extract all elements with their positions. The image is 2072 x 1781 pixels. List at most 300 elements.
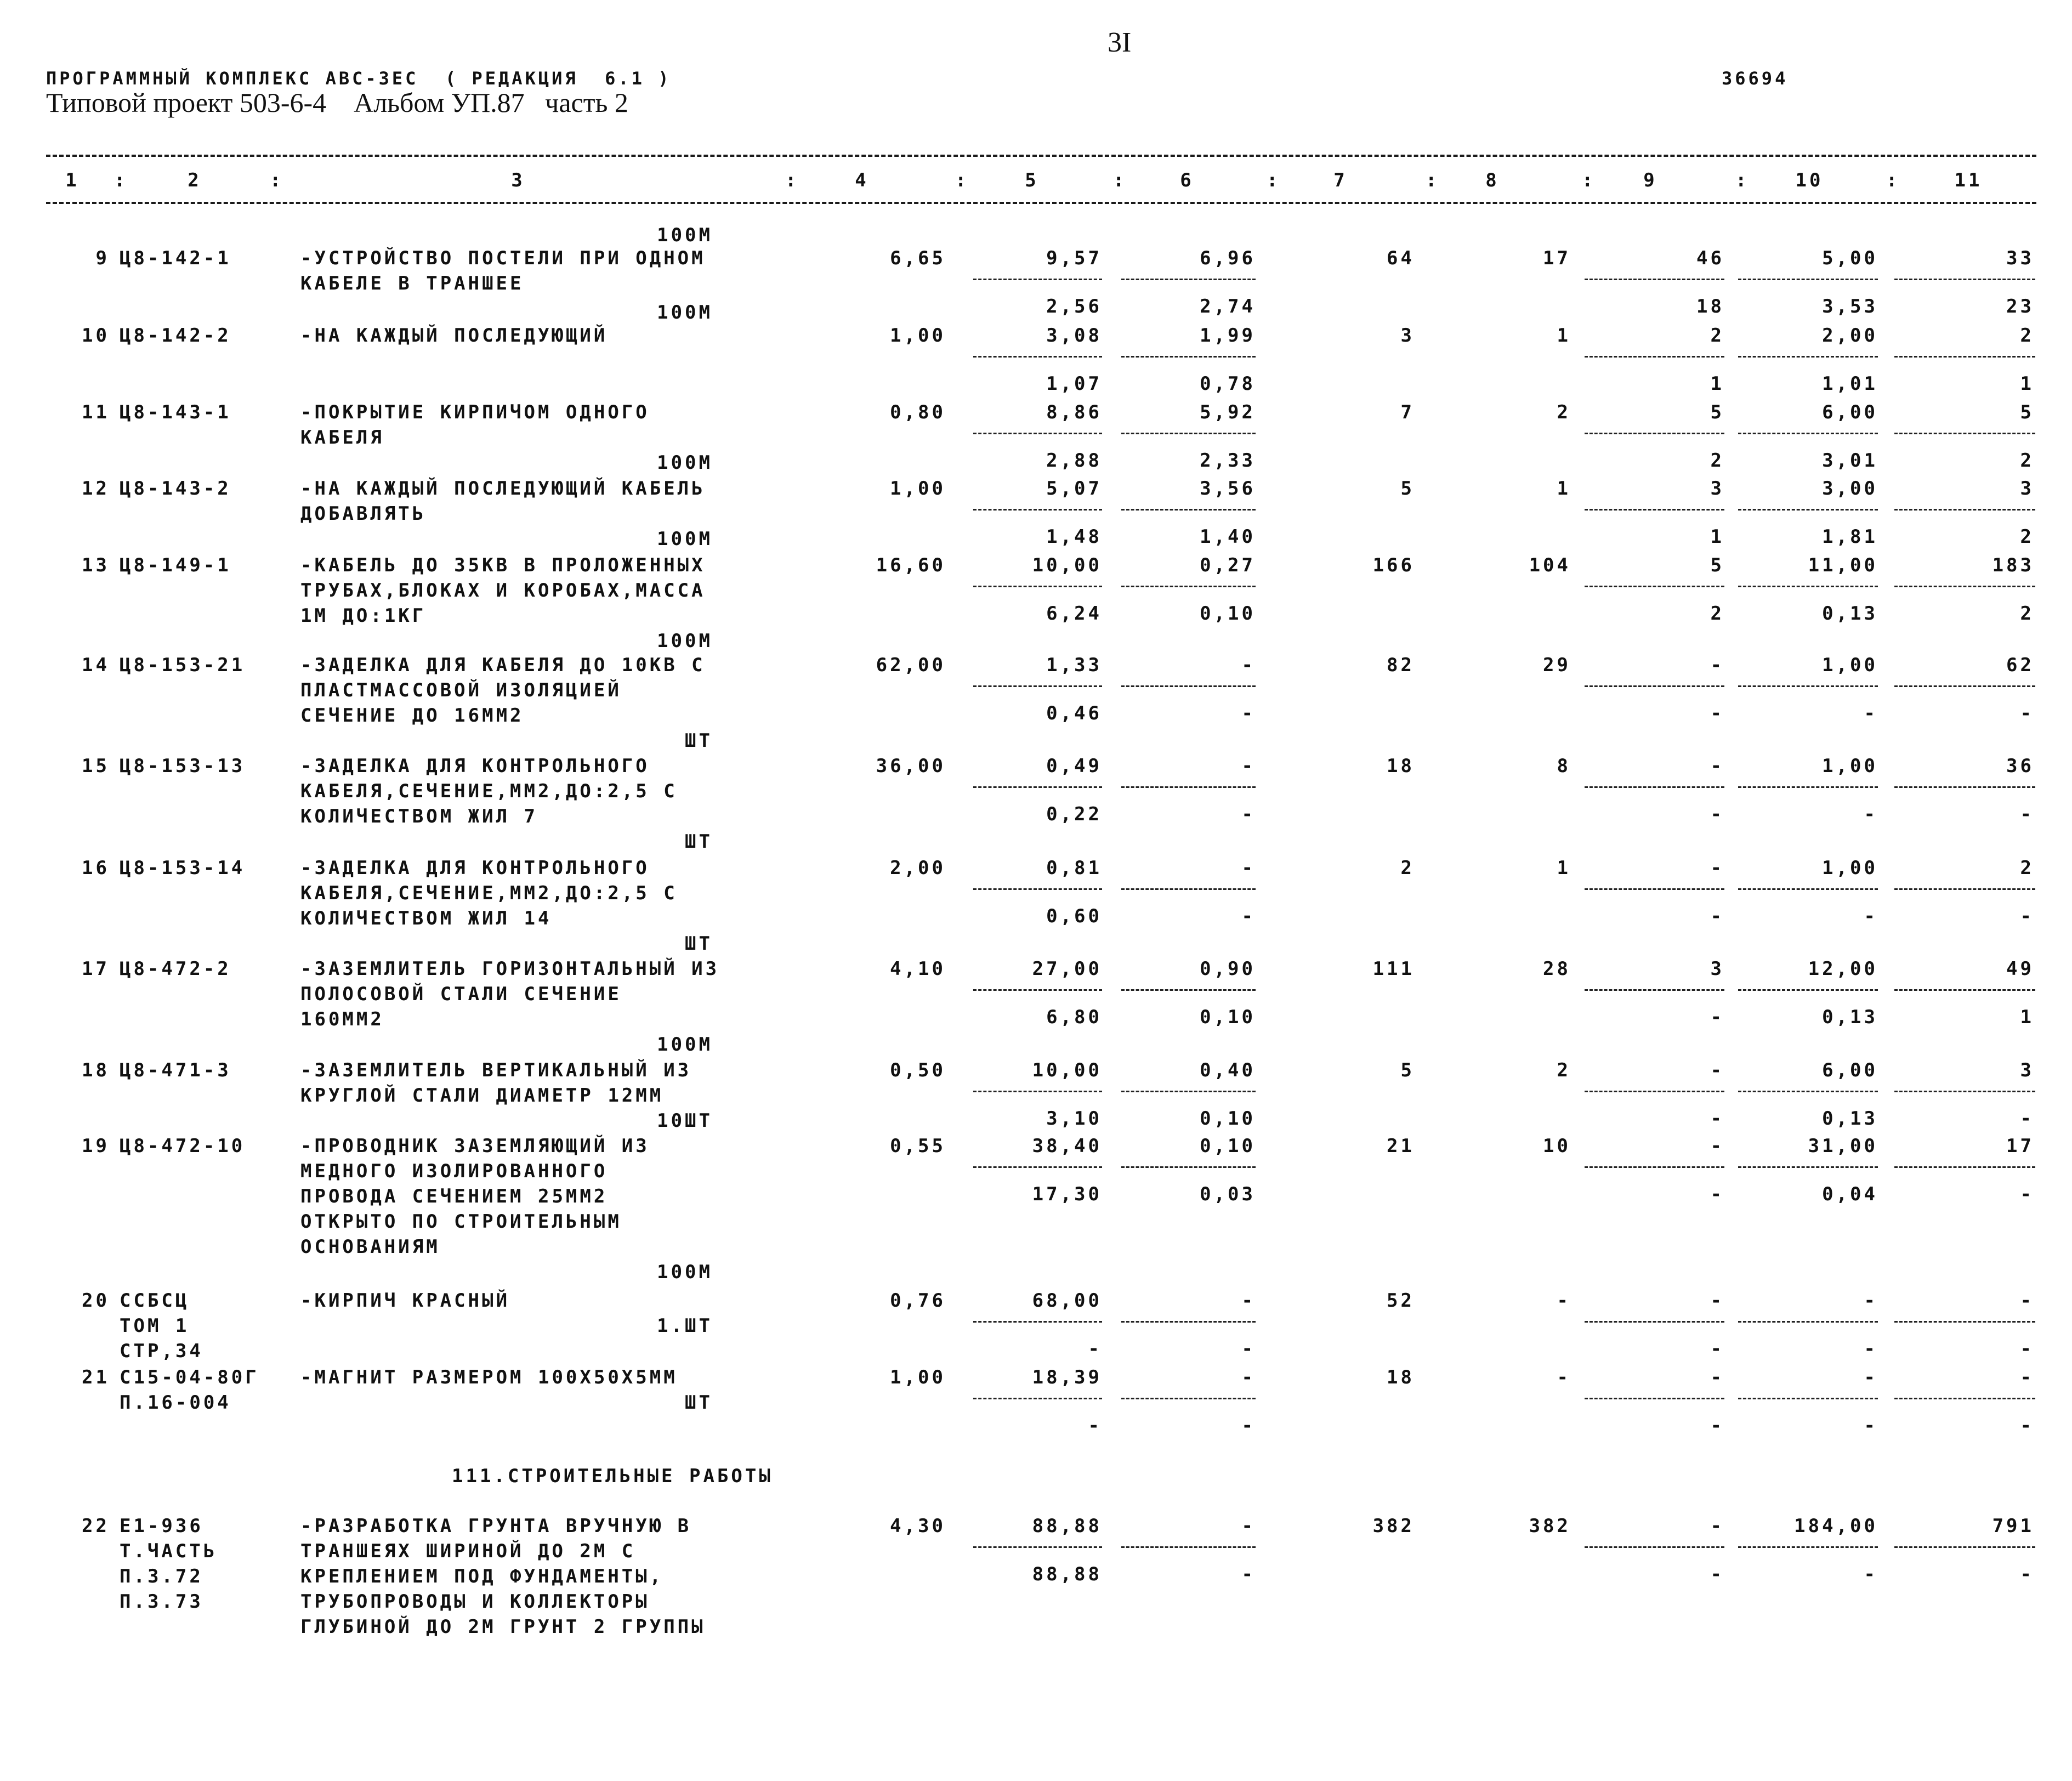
subvalue-col-9: - bbox=[1710, 1183, 1724, 1205]
row-description: ПОЛОСОВОЙ СТАЛИ СЕЧЕНИЕ bbox=[300, 983, 622, 1005]
cell-rule bbox=[1894, 1398, 2035, 1399]
subvalue-col-6: - bbox=[1241, 905, 1256, 927]
subvalue-col-6: - bbox=[1241, 1563, 1256, 1585]
row-unit: 100М bbox=[657, 302, 713, 324]
value-col-10: 6,00 bbox=[1822, 1059, 1878, 1081]
column-separator: : bbox=[270, 169, 284, 191]
column-separator: : bbox=[955, 169, 969, 191]
subvalue-col-5: 88,88 bbox=[1032, 1563, 1102, 1585]
value-col-5: 68,00 bbox=[1032, 1290, 1102, 1312]
cell-rule bbox=[1585, 279, 1724, 280]
row-number: 22 bbox=[82, 1515, 110, 1537]
row-number: 15 bbox=[82, 755, 110, 777]
row-code: Ц8-142-2 bbox=[120, 325, 231, 347]
subvalue-col-9: - bbox=[1710, 1563, 1724, 1585]
row-code: С15-04-80Г bbox=[120, 1366, 259, 1388]
value-col-8: - bbox=[1557, 1290, 1571, 1312]
row-unit: 10ШТ bbox=[657, 1110, 713, 1132]
project-line: Типовой проект 503-6-4 Альбом УП.87 часть 2 bbox=[46, 87, 628, 118]
row-number: 18 bbox=[82, 1059, 110, 1081]
subvalue-col-6: 0,10 bbox=[1200, 1108, 1256, 1130]
value-col-11: 5 bbox=[2020, 401, 2034, 423]
value-col-10: 31,00 bbox=[1808, 1135, 1878, 1157]
value-col-6: - bbox=[1241, 857, 1256, 879]
column-header-6: 6 bbox=[1180, 169, 1194, 191]
cell-rule bbox=[1585, 509, 1724, 511]
row-code: Ц8-153-21 bbox=[120, 654, 246, 676]
row-description: -ЗАДЕЛКА ДЛЯ КОНТРОЛЬНОГО bbox=[300, 857, 650, 879]
value-col-7: 2 bbox=[1400, 857, 1415, 879]
cell-rule bbox=[1894, 586, 2035, 587]
row-unit: ШТ bbox=[685, 1392, 713, 1414]
value-col-7: 21 bbox=[1387, 1135, 1415, 1157]
row-description: КАБЕЛЕ В ТРАНШЕЕ bbox=[300, 273, 524, 294]
cell-rule bbox=[973, 1398, 1102, 1399]
value-col-5: 1,33 bbox=[1046, 654, 1102, 676]
column-separator: : bbox=[1886, 169, 1900, 191]
subvalue-col-10: 3,53 bbox=[1822, 296, 1878, 317]
value-col-10: 184,00 bbox=[1794, 1515, 1878, 1537]
row-unit: 100М bbox=[657, 630, 713, 652]
cell-rule bbox=[973, 586, 1102, 587]
cell-rule bbox=[973, 685, 1102, 687]
cell-rule bbox=[1121, 888, 1256, 890]
header-rule-bottom bbox=[46, 202, 2036, 204]
column-header-8: 8 bbox=[1485, 169, 1500, 191]
value-col-7: 64 bbox=[1387, 247, 1415, 269]
row-description: КОЛИЧЕСТВОМ ЖИЛ 14 bbox=[300, 907, 552, 929]
value-col-10: 1,00 bbox=[1822, 755, 1878, 777]
value-col-5: 18,39 bbox=[1032, 1366, 1102, 1388]
subvalue-col-6: 0,78 bbox=[1200, 373, 1256, 395]
subvalue-col-6: 1,40 bbox=[1200, 526, 1256, 548]
value-col-7: 82 bbox=[1387, 654, 1415, 676]
value-col-9: - bbox=[1710, 1366, 1724, 1388]
cell-rule bbox=[1121, 989, 1256, 991]
cell-rule bbox=[1738, 356, 1878, 358]
row-code: П.16-004 bbox=[120, 1392, 231, 1414]
subvalue-col-10: 1,81 bbox=[1822, 526, 1878, 548]
subvalue-col-11: - bbox=[2020, 1108, 2034, 1130]
row-description: КРЕПЛЕНИЕМ ПОД ФУНДАМЕНТЫ, bbox=[300, 1566, 664, 1587]
subvalue-col-11: - bbox=[2020, 1563, 2034, 1585]
cell-rule bbox=[1585, 989, 1724, 991]
row-description: -РАЗРАБОТКА ГРУНТА ВРУЧНУЮ В bbox=[300, 1515, 692, 1537]
cell-rule bbox=[1121, 685, 1256, 687]
value-col-6: 0,27 bbox=[1200, 554, 1256, 576]
row-description: -УСТРОЙСТВО ПОСТЕЛИ ПРИ ОДНОМ bbox=[300, 247, 706, 269]
value-col-11: 3 bbox=[2020, 478, 2034, 500]
value-col-5: 38,40 bbox=[1032, 1135, 1102, 1157]
cell-rule bbox=[1121, 1398, 1256, 1399]
value-col-11: - bbox=[2020, 1290, 2034, 1312]
value-col-8: 382 bbox=[1529, 1515, 1571, 1537]
cell-rule bbox=[1121, 786, 1256, 788]
value-col-10: 12,00 bbox=[1808, 958, 1878, 980]
value-col-9: 5 bbox=[1710, 554, 1724, 576]
cell-rule bbox=[973, 786, 1102, 788]
column-header-2: 2 bbox=[188, 169, 202, 191]
subvalue-col-5: 3,10 bbox=[1046, 1108, 1102, 1130]
subvalue-col-6: - bbox=[1241, 1415, 1256, 1437]
subvalue-col-5: 0,46 bbox=[1046, 702, 1102, 724]
row-code: Ц8-143-1 bbox=[120, 401, 231, 423]
row-unit: 100М bbox=[657, 1261, 713, 1283]
row-description: 160ММ2 bbox=[300, 1008, 384, 1030]
row-code: П.3.73 bbox=[120, 1591, 203, 1613]
row-code: Ц8-472-2 bbox=[120, 958, 231, 980]
subvalue-col-6: 0,03 bbox=[1200, 1183, 1256, 1205]
row-description: -МАГНИТ РАЗМЕРОМ 100Х50Х5ММ bbox=[300, 1366, 678, 1388]
cell-rule bbox=[1738, 888, 1878, 890]
subvalue-col-5: 1,07 bbox=[1046, 373, 1102, 395]
value-col-11: 33 bbox=[2006, 247, 2034, 269]
value-col-6: 0,90 bbox=[1200, 958, 1256, 980]
value-col-4: 6,65 bbox=[890, 247, 946, 269]
value-col-9: - bbox=[1710, 654, 1724, 676]
value-col-7: 3 bbox=[1400, 325, 1415, 347]
value-col-5: 9,57 bbox=[1046, 247, 1102, 269]
row-number: 10 bbox=[82, 325, 110, 347]
cell-rule bbox=[1894, 433, 2035, 434]
row-description: ТРАНШЕЯХ ШИРИНОЙ ДО 2М С bbox=[300, 1540, 636, 1562]
row-number: 9 bbox=[95, 247, 110, 269]
column-separator: : bbox=[1267, 169, 1281, 191]
row-description: -ЗАДЕЛКА ДЛЯ КОНТРОЛЬНОГО bbox=[300, 755, 650, 777]
value-col-8: 29 bbox=[1543, 654, 1571, 676]
row-unit: 1.ШТ bbox=[657, 1315, 713, 1337]
value-col-4: 16,60 bbox=[876, 554, 946, 576]
row-description: ПРОВОДА СЕЧЕНИЕМ 25ММ2 bbox=[300, 1186, 608, 1207]
row-unit: 100М bbox=[657, 452, 713, 474]
value-col-6: - bbox=[1241, 755, 1256, 777]
row-description: -ЗАДЕЛКА ДЛЯ КАБЕЛЯ ДО 10КВ С bbox=[300, 654, 706, 676]
value-col-10: 3,00 bbox=[1822, 478, 1878, 500]
row-number: 21 bbox=[82, 1366, 110, 1388]
value-col-8: 10 bbox=[1543, 1135, 1571, 1157]
cell-rule bbox=[1894, 1091, 2035, 1092]
row-description: МЕДНОГО ИЗОЛИРОВАННОГО bbox=[300, 1160, 608, 1182]
column-header-10: 10 bbox=[1795, 169, 1824, 191]
subvalue-col-10: 3,01 bbox=[1822, 450, 1878, 472]
row-description: ОТКРЫТО ПО СТРОИТЕЛЬНЫМ bbox=[300, 1211, 622, 1233]
subvalue-col-10: - bbox=[1864, 803, 1878, 825]
subvalue-col-11: - bbox=[2020, 905, 2034, 927]
subvalue-col-9: 2 bbox=[1710, 450, 1724, 472]
value-col-8: 104 bbox=[1529, 554, 1571, 576]
column-header-11: 11 bbox=[1954, 169, 1983, 191]
cell-rule bbox=[1121, 433, 1256, 434]
subvalue-col-10: - bbox=[1864, 1415, 1878, 1437]
row-unit: 100М bbox=[657, 224, 713, 246]
cell-rule bbox=[1585, 1398, 1724, 1399]
value-col-11: 791 bbox=[1992, 1515, 2034, 1537]
column-separator: : bbox=[1582, 169, 1596, 191]
subvalue-col-11: 2 bbox=[2020, 526, 2034, 548]
subvalue-col-11: - bbox=[2020, 1415, 2034, 1437]
cell-rule bbox=[973, 1091, 1102, 1092]
subvalue-col-5: 6,24 bbox=[1046, 603, 1102, 625]
subvalue-col-5: 0,60 bbox=[1046, 905, 1102, 927]
row-description: -ЗАЗЕМЛИТЕЛЬ ВЕРТИКАЛЬНЫЙ ИЗ bbox=[300, 1059, 692, 1081]
subvalue-col-6: - bbox=[1241, 1338, 1256, 1360]
value-col-10: - bbox=[1864, 1290, 1878, 1312]
value-col-11: 17 bbox=[2006, 1135, 2034, 1157]
value-col-9: - bbox=[1710, 755, 1724, 777]
row-description: -ЗАЗЕМЛИТЕЛЬ ГОРИЗОНТАЛЬНЫЙ ИЗ bbox=[300, 958, 720, 980]
subvalue-col-6: 2,74 bbox=[1200, 296, 1256, 317]
row-description: -НА КАЖДЫЙ ПОСЛЕДУЮЩИЙ bbox=[300, 325, 608, 347]
value-col-10: 6,00 bbox=[1822, 401, 1878, 423]
cell-rule bbox=[1894, 989, 2035, 991]
subvalue-col-11: - bbox=[2020, 1183, 2034, 1205]
subvalue-col-11: - bbox=[2020, 1338, 2034, 1360]
value-col-11: 62 bbox=[2006, 654, 2034, 676]
subvalue-col-9: 2 bbox=[1710, 603, 1724, 625]
cell-rule bbox=[973, 1166, 1102, 1168]
value-col-7: 166 bbox=[1372, 554, 1415, 576]
cell-rule bbox=[973, 888, 1102, 890]
row-description: КОЛИЧЕСТВОМ ЖИЛ 7 bbox=[300, 806, 538, 827]
cell-rule bbox=[1585, 685, 1724, 687]
value-col-6: 5,92 bbox=[1200, 401, 1256, 423]
value-col-6: - bbox=[1241, 1515, 1256, 1537]
subvalue-col-6: 2,33 bbox=[1200, 450, 1256, 472]
subvalue-col-5: 0,22 bbox=[1046, 803, 1102, 825]
cell-rule bbox=[1894, 509, 2035, 511]
value-col-9: 46 bbox=[1696, 247, 1724, 269]
row-code: Т.ЧАСТЬ bbox=[120, 1540, 218, 1562]
cell-rule bbox=[1894, 1166, 2035, 1168]
cell-rule bbox=[973, 1546, 1102, 1548]
row-description: -ПРОВОДНИК ЗАЗЕМЛЯЮЩИЙ ИЗ bbox=[300, 1135, 650, 1157]
cell-rule bbox=[1738, 1398, 1878, 1399]
row-description: ДОБАВЛЯТЬ bbox=[300, 503, 427, 525]
cell-rule bbox=[1121, 509, 1256, 511]
value-col-4: 2,00 bbox=[890, 857, 946, 879]
subvalue-col-6: - bbox=[1241, 803, 1256, 825]
subvalue-col-10: - bbox=[1864, 905, 1878, 927]
cell-rule bbox=[1121, 1546, 1256, 1548]
cell-rule bbox=[1738, 1321, 1878, 1323]
cell-rule bbox=[1585, 433, 1724, 434]
row-description: ОСНОВАНИЯМ bbox=[300, 1236, 440, 1258]
subvalue-col-5: - bbox=[1088, 1415, 1102, 1437]
value-col-8: 1 bbox=[1557, 325, 1571, 347]
subvalue-col-10: - bbox=[1864, 1563, 1878, 1585]
row-description: КРУГЛОЙ СТАЛИ ДИАМЕТР 12ММ bbox=[300, 1085, 664, 1107]
value-col-4: 4,10 bbox=[890, 958, 946, 980]
page-number: 3I bbox=[1108, 27, 1132, 58]
row-description: СЕЧЕНИЕ ДО 16ММ2 bbox=[300, 705, 524, 727]
value-col-8: 8 bbox=[1557, 755, 1571, 777]
cell-rule bbox=[973, 356, 1102, 358]
value-col-6: - bbox=[1241, 654, 1256, 676]
value-col-9: - bbox=[1710, 857, 1724, 879]
value-col-4: 0,50 bbox=[890, 1059, 946, 1081]
column-separator: : bbox=[785, 169, 799, 191]
value-col-6: - bbox=[1241, 1290, 1256, 1312]
value-col-8: 1 bbox=[1557, 478, 1571, 500]
value-col-7: 5 bbox=[1400, 1059, 1415, 1081]
subvalue-col-9: 18 bbox=[1696, 296, 1724, 317]
subvalue-col-9: - bbox=[1710, 1006, 1724, 1028]
row-unit: ШТ bbox=[685, 730, 713, 752]
value-col-9: - bbox=[1710, 1290, 1724, 1312]
row-code: Ц8-142-1 bbox=[120, 247, 231, 269]
cell-rule bbox=[1894, 1321, 2035, 1323]
cell-rule bbox=[1585, 1091, 1724, 1092]
cell-rule bbox=[1738, 509, 1878, 511]
value-col-5: 27,00 bbox=[1032, 958, 1102, 980]
row-description: ГЛУБИНОЙ ДО 2М ГРУНТ 2 ГРУППЫ bbox=[300, 1616, 706, 1638]
subvalue-col-10: 0,13 bbox=[1822, 1108, 1878, 1130]
row-description: -НА КАЖДЫЙ ПОСЛЕДУЮЩИЙ КАБЕЛЬ bbox=[300, 478, 706, 500]
cell-rule bbox=[1121, 279, 1256, 280]
subvalue-col-5: 2,56 bbox=[1046, 296, 1102, 317]
row-code: Е1-936 bbox=[120, 1515, 203, 1537]
cell-rule bbox=[1894, 685, 2035, 687]
value-col-11: - bbox=[2020, 1366, 2034, 1388]
value-col-5: 5,07 bbox=[1046, 478, 1102, 500]
value-col-4: 0,55 bbox=[890, 1135, 946, 1157]
subvalue-col-5: 17,30 bbox=[1032, 1183, 1102, 1205]
value-col-8: - bbox=[1557, 1366, 1571, 1388]
cell-rule bbox=[1121, 586, 1256, 587]
cell-rule bbox=[973, 509, 1102, 511]
value-col-8: 2 bbox=[1557, 401, 1571, 423]
cell-rule bbox=[1738, 1546, 1878, 1548]
subvalue-col-11: - bbox=[2020, 803, 2034, 825]
cell-rule bbox=[1738, 586, 1878, 587]
value-col-4: 1,00 bbox=[890, 1366, 946, 1388]
value-col-5: 10,00 bbox=[1032, 554, 1102, 576]
row-number: 19 bbox=[82, 1135, 110, 1157]
subvalue-col-10: 0,13 bbox=[1822, 1006, 1878, 1028]
row-description: КАБЕЛЯ,СЕЧЕНИЕ,ММ2,ДО:2,5 С bbox=[300, 780, 678, 802]
value-col-6: 3,56 bbox=[1200, 478, 1256, 500]
value-col-8: 28 bbox=[1543, 958, 1571, 980]
value-col-11: 3 bbox=[2020, 1059, 2034, 1081]
cell-rule bbox=[1585, 1166, 1724, 1168]
column-header-3: 3 bbox=[511, 169, 525, 191]
value-col-4: 1,00 bbox=[890, 325, 946, 347]
cell-rule bbox=[1121, 1091, 1256, 1092]
value-col-5: 3,08 bbox=[1046, 325, 1102, 347]
row-description: КАБЕЛЯ,СЕЧЕНИЕ,ММ2,ДО:2,5 С bbox=[300, 882, 678, 904]
value-col-11: 183 bbox=[1992, 554, 2034, 576]
subvalue-col-5: 2,88 bbox=[1046, 450, 1102, 472]
row-description: ТРУБОПРОВОДЫ И КОЛЛЕКТОРЫ bbox=[300, 1591, 650, 1613]
subvalue-col-9: - bbox=[1710, 803, 1724, 825]
value-col-4: 4,30 bbox=[890, 1515, 946, 1537]
value-col-7: 5 bbox=[1400, 478, 1415, 500]
cell-rule bbox=[1894, 279, 2035, 280]
value-col-11: 49 bbox=[2006, 958, 2034, 980]
value-col-5: 0,49 bbox=[1046, 755, 1102, 777]
document-code: 36694 bbox=[1722, 68, 1789, 89]
subvalue-col-10: 1,01 bbox=[1822, 373, 1878, 395]
cell-rule bbox=[1738, 433, 1878, 434]
cell-rule bbox=[973, 989, 1102, 991]
column-header-7: 7 bbox=[1333, 169, 1348, 191]
value-col-9: 3 bbox=[1710, 478, 1724, 500]
cell-rule bbox=[1738, 1166, 1878, 1168]
row-code: Ц8-153-14 bbox=[120, 857, 246, 879]
subvalue-col-5: 6,80 bbox=[1046, 1006, 1102, 1028]
value-col-4: 0,76 bbox=[890, 1290, 946, 1312]
column-header-4: 4 bbox=[855, 169, 869, 191]
value-col-10: - bbox=[1864, 1366, 1878, 1388]
subvalue-col-11: 1 bbox=[2020, 1006, 2034, 1028]
row-description: ТРУБАХ,БЛОКАХ И КОРОБАХ,МАССА bbox=[300, 580, 706, 602]
value-col-8: 1 bbox=[1557, 857, 1571, 879]
row-unit: ШТ bbox=[685, 933, 713, 955]
value-col-6: 1,99 bbox=[1200, 325, 1256, 347]
subvalue-col-11: 2 bbox=[2020, 603, 2034, 625]
cell-rule bbox=[1585, 1546, 1724, 1548]
subvalue-col-11: 1 bbox=[2020, 373, 2034, 395]
cell-rule bbox=[1894, 786, 2035, 788]
subvalue-col-9: 1 bbox=[1710, 526, 1724, 548]
cell-rule bbox=[973, 1321, 1102, 1323]
column-separator: : bbox=[114, 169, 128, 191]
row-code: ССБСЦ bbox=[120, 1290, 190, 1312]
subvalue-col-10: - bbox=[1864, 1338, 1878, 1360]
row-number: 16 bbox=[82, 857, 110, 879]
value-col-7: 18 bbox=[1387, 755, 1415, 777]
section-title: 111.СТРОИТЕЛЬНЫЕ РАБОТЫ bbox=[452, 1465, 773, 1487]
value-col-8: 2 bbox=[1557, 1059, 1571, 1081]
cell-rule bbox=[1894, 888, 2035, 890]
row-description: КАБЕЛЯ bbox=[300, 427, 384, 449]
value-col-7: 111 bbox=[1372, 958, 1415, 980]
row-unit: 100М bbox=[657, 528, 713, 550]
value-col-10: 1,00 bbox=[1822, 857, 1878, 879]
row-description: -КАБЕЛЬ ДО 35КВ В ПРОЛОЖЕННЫХ bbox=[300, 554, 706, 576]
subvalue-col-9: - bbox=[1710, 905, 1724, 927]
subvalue-col-9: - bbox=[1710, 1338, 1724, 1360]
row-description: 1М ДО:1КГ bbox=[300, 605, 427, 627]
column-separator: : bbox=[1113, 169, 1127, 191]
cell-rule bbox=[973, 279, 1102, 280]
row-code: Ц8-472-10 bbox=[120, 1135, 246, 1157]
subvalue-col-9: - bbox=[1710, 1415, 1724, 1437]
value-col-8: 17 bbox=[1543, 247, 1571, 269]
row-description: -ПОКРЫТИЕ КИРПИЧОМ ОДНОГО bbox=[300, 401, 650, 423]
cell-rule bbox=[1894, 356, 2035, 358]
row-code: П.3.72 bbox=[120, 1566, 203, 1587]
value-col-9: 5 bbox=[1710, 401, 1724, 423]
value-col-11: 2 bbox=[2020, 325, 2034, 347]
row-unit: 100М bbox=[657, 1034, 713, 1056]
value-col-9: - bbox=[1710, 1135, 1724, 1157]
value-col-9: 3 bbox=[1710, 958, 1724, 980]
column-header-1: 1 bbox=[65, 169, 80, 191]
value-col-9: - bbox=[1710, 1515, 1724, 1537]
value-col-7: 382 bbox=[1372, 1515, 1415, 1537]
subvalue-col-11: 2 bbox=[2020, 450, 2034, 472]
cell-rule bbox=[1121, 1166, 1256, 1168]
row-description: ПЛАСТМАССОВОЙ ИЗОЛЯЦИЕЙ bbox=[300, 679, 622, 701]
cell-rule bbox=[1585, 586, 1724, 587]
subvalue-col-10: 0,04 bbox=[1822, 1183, 1878, 1205]
cell-rule bbox=[1585, 1321, 1724, 1323]
value-col-7: 18 bbox=[1387, 1366, 1415, 1388]
cell-rule bbox=[1585, 888, 1724, 890]
cell-rule bbox=[1738, 685, 1878, 687]
value-col-4: 36,00 bbox=[876, 755, 946, 777]
